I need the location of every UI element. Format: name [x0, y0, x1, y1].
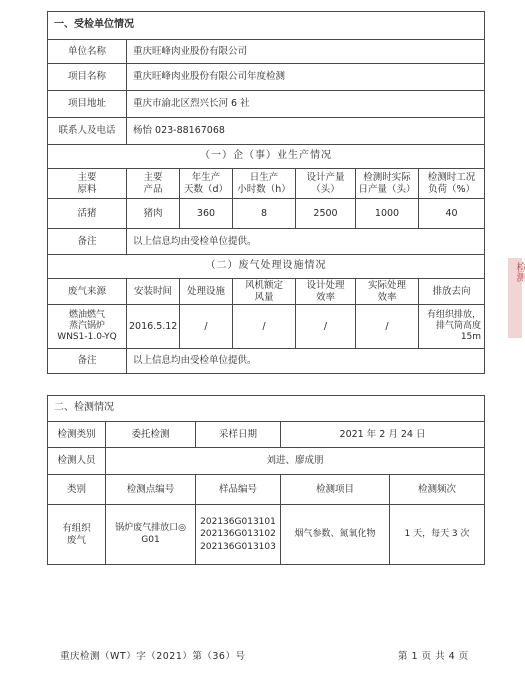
seal-stamp-text: 检测	[514, 262, 525, 282]
sampling-date-label: 采样日期	[196, 422, 281, 448]
production-header-row	[48, 169, 485, 199]
data-cell: 1000	[356, 199, 419, 229]
header-cell: 检测项目	[281, 475, 390, 505]
unit-name-value: 重庆旺峰肉业股份有限公司	[127, 40, 485, 64]
exhaust-remark: 以上信息均由受检单位提供。	[127, 349, 485, 374]
exhaust-header-row	[48, 279, 485, 305]
data-cell: 活猪	[48, 199, 127, 229]
data-cell: /	[296, 305, 356, 349]
address-label: 项目地址	[48, 91, 127, 118]
data-cell: /	[233, 305, 296, 349]
production-data-row	[48, 199, 485, 229]
items-cell: 烟气参数、氮氧化物	[281, 505, 390, 565]
section2-header-row	[48, 475, 485, 505]
header-cell: 类别	[48, 475, 106, 505]
exhaust-remark-label: 备注	[48, 349, 127, 374]
data-cell: 2500	[296, 199, 356, 229]
data-cell: 有组织排放， 排气筒高度 15m	[419, 305, 485, 349]
header-cell: 检测频次	[390, 475, 485, 505]
data-cell: /	[356, 305, 419, 349]
header-cell: 样品编号	[196, 475, 281, 505]
header-cell: 检测点编号	[106, 475, 196, 505]
header-cell: 主要 产品	[127, 169, 180, 199]
address-value: 重庆市渝北区烈兴长河 6 社	[127, 91, 485, 118]
header-cell: 风机额定 风量	[233, 279, 296, 305]
inspection-type-label: 检测类别	[48, 422, 106, 448]
header-cell: 处理设施	[180, 279, 233, 305]
header-cell: 设计产量 （头）	[296, 169, 356, 199]
production-title: （一）企（事）业生产情况	[48, 145, 485, 169]
data-cell: 2016.5.12	[127, 305, 180, 349]
samples-cell: 202136G013101 202136G013102 202136G013103	[196, 505, 281, 565]
category-cell: 有组织 废气	[48, 505, 106, 565]
frequency-cell: 1 天，每天 3 次	[390, 505, 485, 565]
header-cell: 检测时工况 负荷（%）	[419, 169, 485, 199]
staff-value: 刘进、廖成朋	[106, 448, 485, 475]
section2-table	[47, 395, 485, 565]
contact-value: 杨怡 023-88167068	[127, 118, 485, 145]
contact-label: 联系人及电话	[48, 118, 127, 145]
data-cell: 8	[233, 199, 296, 229]
header-cell: 日生产 小时数（h）	[233, 169, 296, 199]
section1-table	[47, 11, 485, 145]
point-cell: 锅炉废气排放口◎ G01	[106, 505, 196, 565]
section2-title: 二、检测情况	[48, 396, 485, 422]
production-remark-label: 备注	[48, 229, 127, 255]
project-name-label: 项目名称	[48, 64, 127, 91]
inspection-type-value: 委托检测	[106, 422, 196, 448]
section1-title: 一、受检单位情况	[48, 12, 485, 40]
report-number: 重庆检测（WT）字（2021）第（36）号	[60, 651, 246, 662]
header-cell: 实际处理 效率	[356, 279, 419, 305]
data-cell: 40	[419, 199, 485, 229]
data-cell: 猪肉	[127, 199, 180, 229]
project-name-value: 重庆旺峰肉业股份有限公司年度检测	[127, 64, 485, 91]
header-cell: 主要 原料	[48, 169, 127, 199]
header-cell: 排放去向	[419, 279, 485, 305]
header-cell: 废气来源	[48, 279, 127, 305]
production-exhaust-table	[47, 144, 485, 374]
exhaust-data-row	[48, 305, 485, 349]
sampling-date-value: 2021 年 2 月 24 日	[281, 422, 485, 448]
data-cell: 燃油燃气 蒸汽锅炉 WNS1-1.0-YQ	[48, 305, 127, 349]
staff-label: 检测人员	[48, 448, 106, 475]
unit-name-label: 单位名称	[48, 40, 127, 64]
header-cell: 设计处理 效率	[296, 279, 356, 305]
section2-data-row	[48, 505, 485, 565]
page-number: 第 1 页 共 4 页	[398, 651, 469, 662]
header-cell: 检测时实际 日产量（头）	[356, 169, 419, 199]
header-cell: 安装时间	[127, 279, 180, 305]
production-remark: 以上信息均由受检单位提供。	[127, 229, 485, 255]
header-cell: 年生产 天数（d）	[180, 169, 233, 199]
data-cell: 360	[180, 199, 233, 229]
data-cell: /	[180, 305, 233, 349]
exhaust-title: （二）废气处理设施情况	[48, 255, 485, 279]
